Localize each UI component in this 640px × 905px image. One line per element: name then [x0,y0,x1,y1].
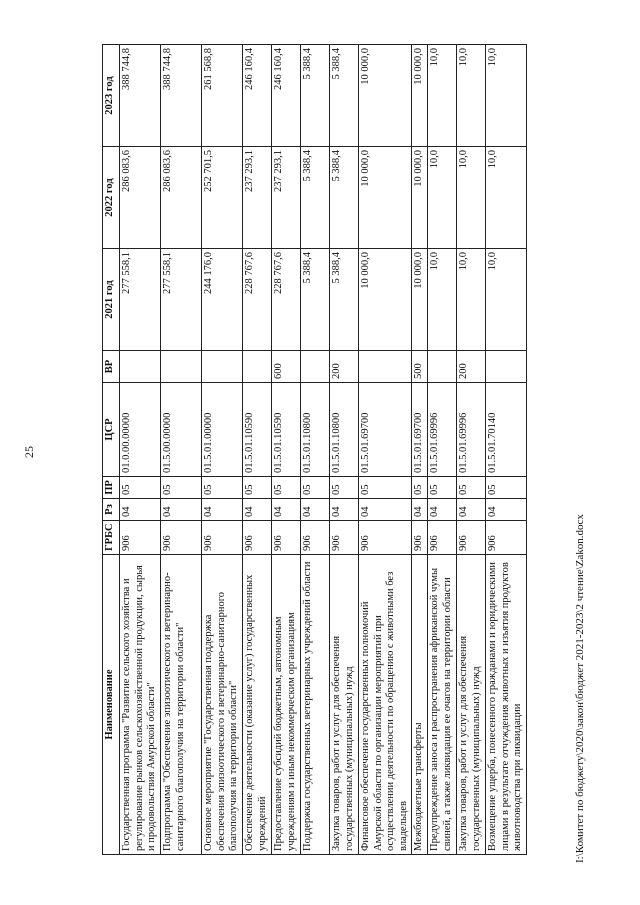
row-rz: 04 [330,499,359,521]
row-2022: 10 000,0 [359,147,412,249]
row-rz: 04 [412,499,428,521]
row-csr: 01.5.00.00000 [161,383,202,477]
row-pr: 05 [457,477,486,499]
row-name: Подпрограмма "Обеспечение эпизоотического и ветеринарно-санитарного благополучия на территории области" [161,555,202,855]
row-2022: 237 293,1 [272,147,301,249]
row-rz: 04 [428,499,457,521]
row-rz: 04 [457,499,486,521]
row-vr [202,351,243,383]
row-grbs: 906 [161,521,202,555]
col-header-grbs: ГРБС [103,521,120,555]
col-header-2023: 2023 год [103,45,120,147]
table-row [359,45,412,855]
row-grbs: 906 [486,521,527,555]
row-grbs: 906 [412,521,428,555]
table-row [457,45,486,855]
row-2021: 5 388,4 [301,249,330,351]
row-csr: 01.5.01.70140 [486,383,527,477]
row-vr [120,351,161,383]
row-name: Возмещение ущерба, понесенного гражданами и юридическими лицами в результате отчуждения животных и изъятия продуктов животноводства при ликвидации [486,555,527,855]
table-row [330,45,359,855]
row-vr [359,351,412,383]
row-2023: 10 000,0 [359,45,412,147]
row-2021: 10 000,0 [412,249,428,351]
row-grbs: 906 [243,521,272,555]
row-grbs: 906 [359,521,412,555]
row-2022: 10,0 [486,147,527,249]
row-2022: 286 083,6 [120,147,161,249]
row-2021: 228 767,6 [272,249,301,351]
row-csr: 01.5.01.10590 [243,383,272,477]
table-row [272,45,301,855]
row-2023: 246 160,4 [272,45,301,147]
row-pr: 05 [301,477,330,499]
row-pr: 05 [161,477,202,499]
row-2023: 10,0 [457,45,486,147]
row-2023: 10,0 [486,45,527,147]
row-pr: 05 [272,477,301,499]
table-body [120,45,527,855]
row-2023: 10 000,0 [412,45,428,147]
row-name: Межбюджетные трансферты [412,555,428,855]
row-pr: 05 [428,477,457,499]
row-2022: 5 388,4 [330,147,359,249]
row-2021: 10,0 [486,249,527,351]
table-row [301,45,330,855]
row-name: Закупка товаров, работ и услуг для обеспечения государственных (муниципальных) нужд [457,555,486,855]
row-name: Финансовое обеспечение государственных полномочий Амурской области по организации мероприятий при осуществлении деятельности по обращению с животными без владельцев [359,555,412,855]
row-2023: 388 744,8 [161,45,202,147]
row-grbs: 906 [330,521,359,555]
row-2021: 10,0 [457,249,486,351]
row-2022: 5 388,4 [301,147,330,249]
row-csr: 01.5.01.10590 [272,383,301,477]
row-2023: 10,0 [428,45,457,147]
row-grbs: 906 [120,521,161,555]
row-csr: 01.5.01.69700 [412,383,428,477]
row-2022: 286 083,6 [161,147,202,249]
row-rz: 04 [301,499,330,521]
page-number: 25 [22,446,36,458]
row-vr [428,351,457,383]
row-csr: 01.5.01.10800 [301,383,330,477]
row-rz: 04 [486,499,527,521]
row-pr: 05 [486,477,527,499]
row-grbs: 906 [428,521,457,555]
footer-file-path: I:\Комитет по бюджету\2020\закон\бюджет 2021-2023\2 чтение\Zakon.docx [574,514,586,863]
row-rz: 04 [359,499,412,521]
row-2023: 5 388,4 [301,45,330,147]
row-rz: 04 [202,499,243,521]
row-csr: 01.5.01.69996 [457,383,486,477]
row-grbs: 906 [272,521,301,555]
row-pr: 05 [243,477,272,499]
row-vr [301,351,330,383]
row-vr [243,351,272,383]
row-csr: 01.5.01.69996 [428,383,457,477]
row-vr: 600 [272,351,301,383]
table-row [412,45,428,855]
row-csr: 01.5.01.10800 [330,383,359,477]
row-2022: 10,0 [428,147,457,249]
row-vr [161,351,202,383]
table-row [486,45,527,855]
row-name: Предупреждение заноса и распространения африканской чумы свиней, а также ликвидация ее очагов на территории области [428,555,457,855]
table-header-row [103,45,120,855]
row-2022: 10 000,0 [412,147,428,249]
row-2023: 246 160,4 [243,45,272,147]
col-header-pr: ПР [103,477,120,499]
row-pr: 05 [330,477,359,499]
row-grbs: 906 [301,521,330,555]
row-csr: 01.0.00.00000 [120,383,161,477]
row-name: Предоставление субсидий бюджетным, автономным учреждениям и иным некоммерческим организациям [272,555,301,855]
row-pr: 05 [202,477,243,499]
row-pr: 05 [120,477,161,499]
row-2021: 228 767,6 [243,249,272,351]
col-header-2021: 2021 год [103,249,120,351]
row-csr: 01.5.01.69700 [359,383,412,477]
row-2023: 261 568,8 [202,45,243,147]
row-name: Основное мероприятие "Государственная поддержка обеспечения эпизоотического и ветеринарно-санитарного благополучия на территории области" [202,555,243,855]
row-vr: 500 [412,351,428,383]
row-grbs: 906 [457,521,486,555]
row-2023: 5 388,4 [330,45,359,147]
row-name: Обеспечение деятельности (оказание услуг) государственных учреждений [243,555,272,855]
table-row [202,45,243,855]
row-grbs: 906 [202,521,243,555]
col-header-rz: Рз [103,499,120,521]
row-2022: 237 293,1 [243,147,272,249]
row-2021: 277 558,1 [161,249,202,351]
row-vr: 200 [330,351,359,383]
row-name: Поддержка государственных ветеринарных учреждений области [301,555,330,855]
row-pr: 05 [359,477,412,499]
row-rz: 04 [120,499,161,521]
table-row [161,45,202,855]
col-header-name: Наименование [103,555,120,855]
row-name: Государственная программа "Развитие сельского хозяйства и регулирование рынков сельскохозяйственной продукции, сырья и продовольствия Амурской области" [120,555,161,855]
table-row [428,45,457,855]
table-row [120,45,161,855]
row-name: Закупка товаров, работ и услуг для обеспечения государственных (муниципальных) нужд [330,555,359,855]
budget-table [102,44,527,855]
row-2021: 10,0 [428,249,457,351]
row-rz: 04 [161,499,202,521]
row-2021: 244 176,0 [202,249,243,351]
row-vr [486,351,527,383]
row-rz: 04 [243,499,272,521]
col-header-2022: 2022 год [103,147,120,249]
row-2022: 10,0 [457,147,486,249]
row-2021: 10 000,0 [359,249,412,351]
row-2021: 277 558,1 [120,249,161,351]
row-pr: 05 [412,477,428,499]
row-rz: 04 [272,499,301,521]
row-csr: 01.5.01.00000 [202,383,243,477]
rotated-table-container [102,45,532,855]
row-2023: 388 744,8 [120,45,161,147]
table-row [243,45,272,855]
col-header-vr: ВР [103,351,120,383]
row-2022: 252 701,5 [202,147,243,249]
row-vr: 200 [457,351,486,383]
row-2021: 5 388,4 [330,249,359,351]
col-header-csr: ЦСР [103,383,120,477]
